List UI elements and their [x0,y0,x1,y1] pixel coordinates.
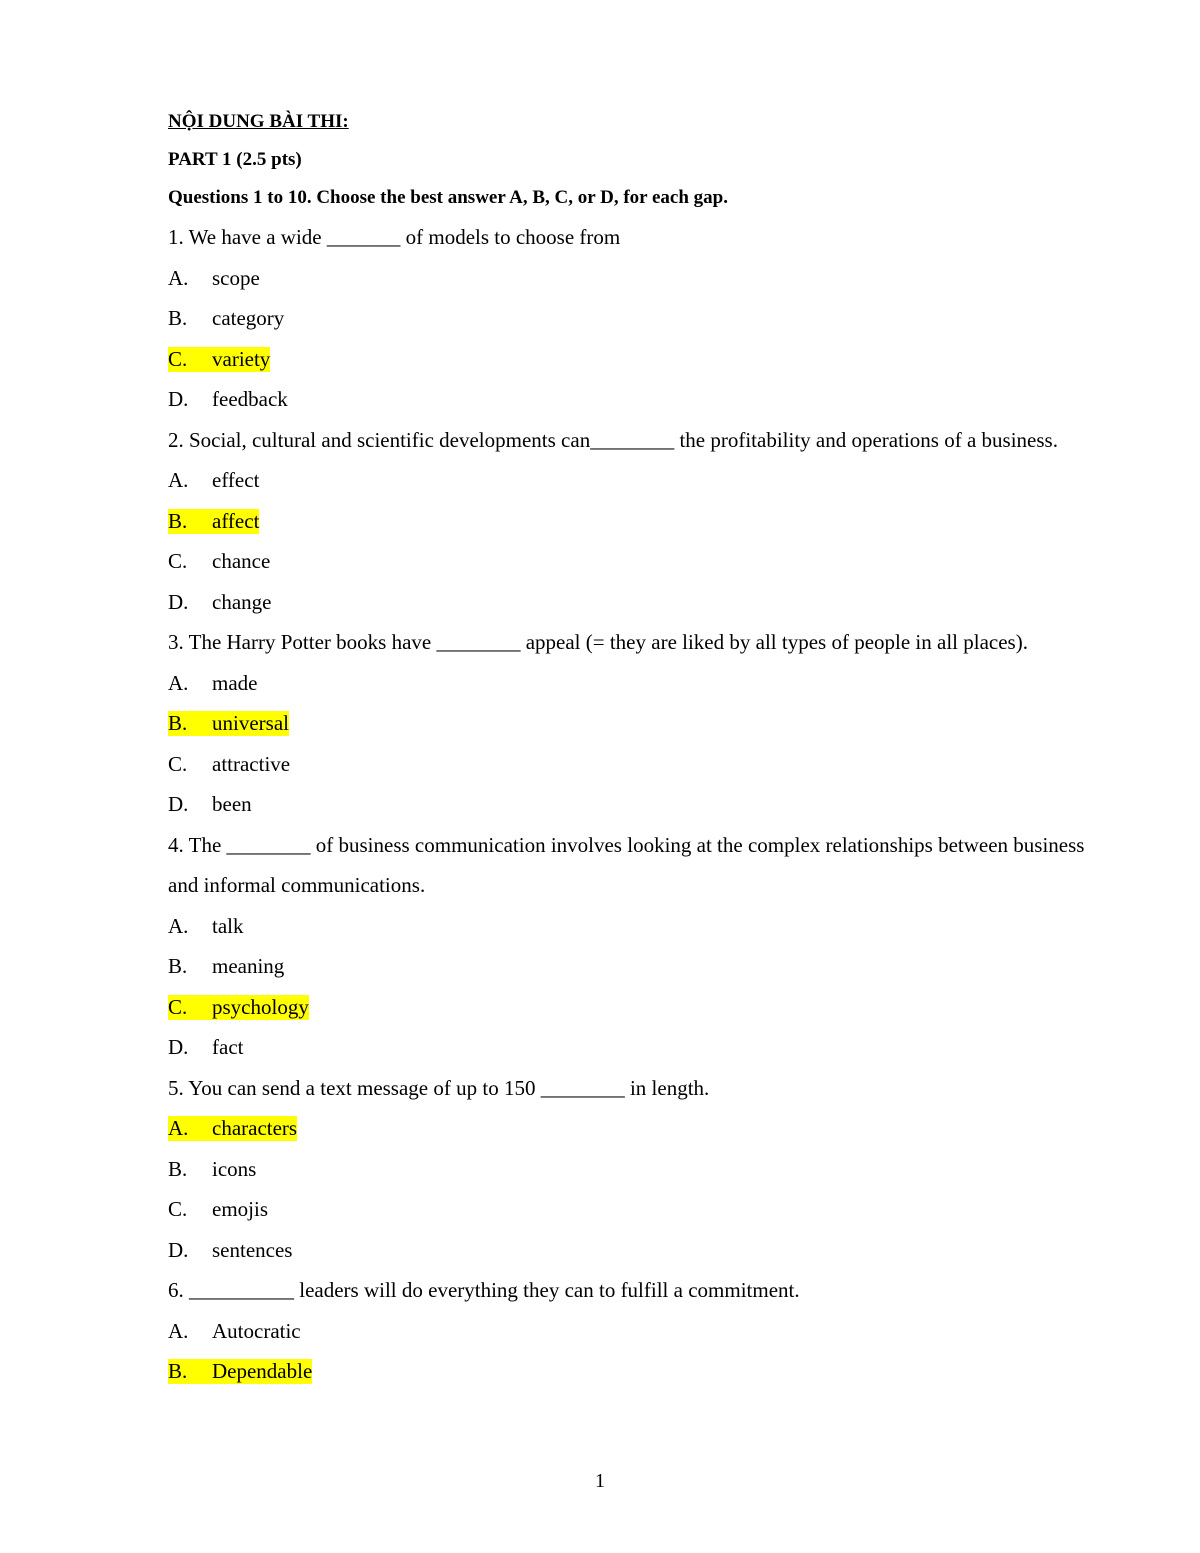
option-letter: B. [168,1156,188,1181]
answer-option [168,744,1128,785]
option-highlight [168,752,290,777]
option-text: feedback [212,387,288,411]
option-text: effect [212,468,260,492]
option-letter: C. [168,346,188,371]
option-highlight [168,1197,268,1222]
answer-option-highlighted [168,339,1128,380]
answer-option-highlighted [168,501,1128,542]
option-letter: C. [168,1197,188,1221]
answer-option [168,298,1128,339]
option-text: characters [212,1116,298,1140]
answer-option [168,258,1128,299]
option-highlight [168,468,259,493]
option-text: attractive [212,751,291,776]
option-text: been [212,792,252,816]
option-highlight [168,1359,312,1384]
option-text: made [212,670,258,695]
document-page [168,103,1128,1392]
option-highlight [168,1319,301,1344]
answer-option [168,582,1128,623]
answer-option [168,1027,1128,1068]
answer-option [168,460,1128,501]
option-text: chance [212,549,271,573]
answer-option [168,906,1128,947]
option-letter: D. [168,792,189,816]
answer-option [168,1149,1128,1190]
option-text: icons [212,1156,257,1181]
option-highlight [168,914,244,939]
option-letter: D. [168,387,189,411]
option-text: category [212,306,285,330]
option-text: sentences [212,1237,293,1262]
option-letter: D. [168,589,189,614]
answer-option [168,663,1128,704]
option-letter: D. [168,1035,189,1059]
option-letter: A. [168,913,189,938]
option-text: universal [212,711,289,735]
answer-option [168,1189,1128,1230]
option-highlight [168,711,289,736]
option-letter: C. [168,751,188,776]
answer-option-highlighted [168,987,1128,1028]
option-letter: B. [168,1359,188,1383]
option-letter: A. [168,265,189,290]
question-text: 1. We have a wide _______ of models to choose from [168,225,621,249]
option-highlight [168,306,284,331]
question-text: 6. __________ leaders will do everything they can to fulfill a commitment. [168,1278,800,1302]
instructions: Questions 1 to 10. Choose the best answer A, B, C, or D, for each gap. [168,187,728,208]
question-text: 3. The Harry Potter books have ________ appeal (= they are liked by all types of people in all places). [168,630,1028,654]
option-highlight [168,266,260,291]
option-highlight [168,954,284,979]
option-letter: B. [168,306,188,330]
answer-option-highlighted [168,1351,1128,1392]
answer-option-highlighted [168,1108,1128,1149]
option-text: Dependable [212,1359,313,1383]
option-highlight [168,347,270,372]
option-text: Autocratic [212,1318,301,1343]
option-highlight [168,509,259,534]
page-number: 1 [595,1470,605,1492]
option-text: meaning [212,954,285,978]
page-title: NỘI DUNG BÀI THI: [168,111,349,132]
option-letter: C. [168,994,188,1019]
question-text: 4. The ________ of business communication involves looking at the complex relationships between business and informal communications. [168,832,1085,897]
option-highlight [168,1116,297,1141]
option-text: affect [212,508,260,533]
answer-option [168,379,1128,420]
option-letter: A. [168,670,189,695]
option-letter: B. [168,508,188,533]
option-letter: B. [168,954,188,978]
option-text: fact [212,1035,244,1059]
option-text: emojis [212,1197,268,1221]
option-highlight [168,1035,243,1060]
question-text: 2. Social, cultural and scientific developments can________ the profitability and operations of a business. [168,427,1058,452]
option-highlight [168,792,252,817]
question-text: 5. You can send a text message of up to 150 ________ in length. [168,1075,710,1100]
answer-option [168,946,1128,987]
option-text: scope [212,265,260,290]
answer-option [168,1311,1128,1352]
option-letter: C. [168,549,188,573]
option-text: psychology [212,994,309,1019]
option-letter: B. [168,711,188,735]
answer-option [168,784,1128,825]
option-highlight [168,995,309,1020]
option-letter: A. [168,1318,189,1343]
option-text: variety [212,346,271,371]
option-letter: A. [168,468,189,492]
option-highlight [168,671,257,696]
option-text: change [212,589,272,614]
part-heading: PART 1 (2.5 pts) [168,149,302,170]
option-letter: A. [168,1116,189,1140]
answer-option-highlighted [168,703,1128,744]
option-letter: D. [168,1237,189,1262]
option-highlight [168,590,271,615]
option-highlight [168,1238,292,1263]
option-highlight [168,387,288,412]
option-highlight [168,1157,256,1182]
answer-option [168,541,1128,582]
option-text: talk [212,913,244,938]
option-highlight [168,549,270,574]
answer-option [168,1230,1128,1271]
question-list [168,217,1128,1392]
